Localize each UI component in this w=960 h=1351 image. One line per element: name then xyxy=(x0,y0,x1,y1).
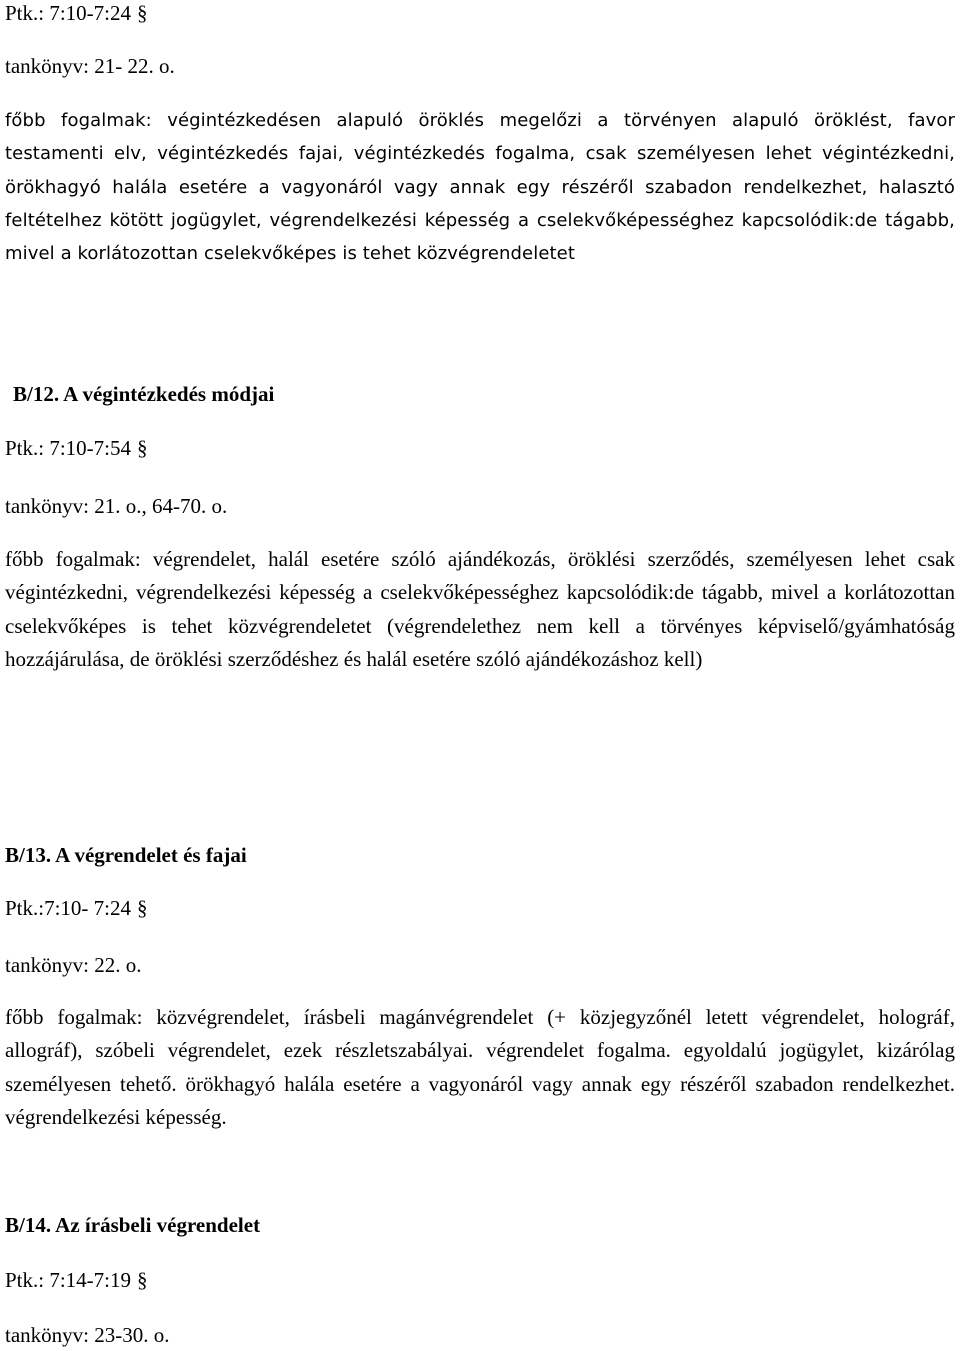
section-sign: § xyxy=(137,1268,148,1292)
key-concepts-paragraph: főbb fogalmak: végintézkedésen alapuló öröklés megelőzi a törvényen alapuló öröklést, favor testamenti elv, végintézkedés fajai, végintézkedés fogalma, csak személyesen lehet végintézkedni, örökhagyó halála esetére a vagyonáról vagy annak egy részéről szabadon rendelkezhet, halasztó feltételhez kötött jogügylet, végrendelkezési képesség a cselekvőképességhez kapcsolódik:de tágabb, mivel a korlátozottan cselekvőképes is tehet közvégrendeletet xyxy=(5,110,955,265)
section-sign: § xyxy=(137,1,148,25)
statute-reference xyxy=(5,898,148,919)
statute-reference xyxy=(5,438,148,459)
section-heading: B/12. A végintézkedés módjai xyxy=(13,382,275,406)
key-concepts-paragraph: főbb fogalmak: végrendelet, halál esetére szóló ajándékozás, öröklési szerződés, személyesen lehet csak végintézkedni, végrendelkezési képesség a cselekvőképességhez kapcsolódik:de tágabb, mivel a korlátozottan cselekvőképes is tehet közvégrendeletet (végrendelethez nem kell a törvényes képviselő/gyámhatóság hozzájárulása, de öröklési szerződéshez és halál esetére szóló ajándékozáshoz kell) xyxy=(5,547,955,671)
textbook-reference: tankönyv: 22. o. xyxy=(5,953,142,977)
textbook-reference: tankönyv: 21- 22. o. xyxy=(5,54,175,78)
statute-reference-text: Ptk.: 7:10-7:54 xyxy=(5,436,132,460)
section-sign: § xyxy=(137,436,148,460)
section-sign: § xyxy=(137,896,148,920)
section-heading: B/14. Az írásbeli végrendelet xyxy=(5,1213,261,1237)
statute-reference-text: Ptk.: 7:10-7:24 xyxy=(5,1,132,25)
statute-reference-text: Ptk.:7:10- 7:24 xyxy=(5,896,132,920)
textbook-reference: tankönyv: 23-30. o. xyxy=(5,1323,170,1347)
statute-reference-text: Ptk.: 7:14-7:19 xyxy=(5,1268,132,1292)
section-heading: B/13. A végrendelet és fajai xyxy=(5,843,247,867)
statute-reference xyxy=(5,3,148,24)
key-concepts-paragraph: főbb fogalmak: közvégrendelet, írásbeli magánvégrendelet (+ közjegyzőnél letett végrendelet, holográf, allográf), szóbeli végrendelet, ezek részletszabályai. végrendelet fogalma. egyoldalú jogügylet, kizárólag személyesen tehető. örökhagyó halála esetére a vagyonáról vagy annak egy részéről szabadon rendelkezhet. végrendelkezési képesség. xyxy=(5,1005,955,1129)
statute-reference xyxy=(5,1270,148,1291)
textbook-reference: tankönyv: 21. o., 64-70. o. xyxy=(5,494,228,518)
